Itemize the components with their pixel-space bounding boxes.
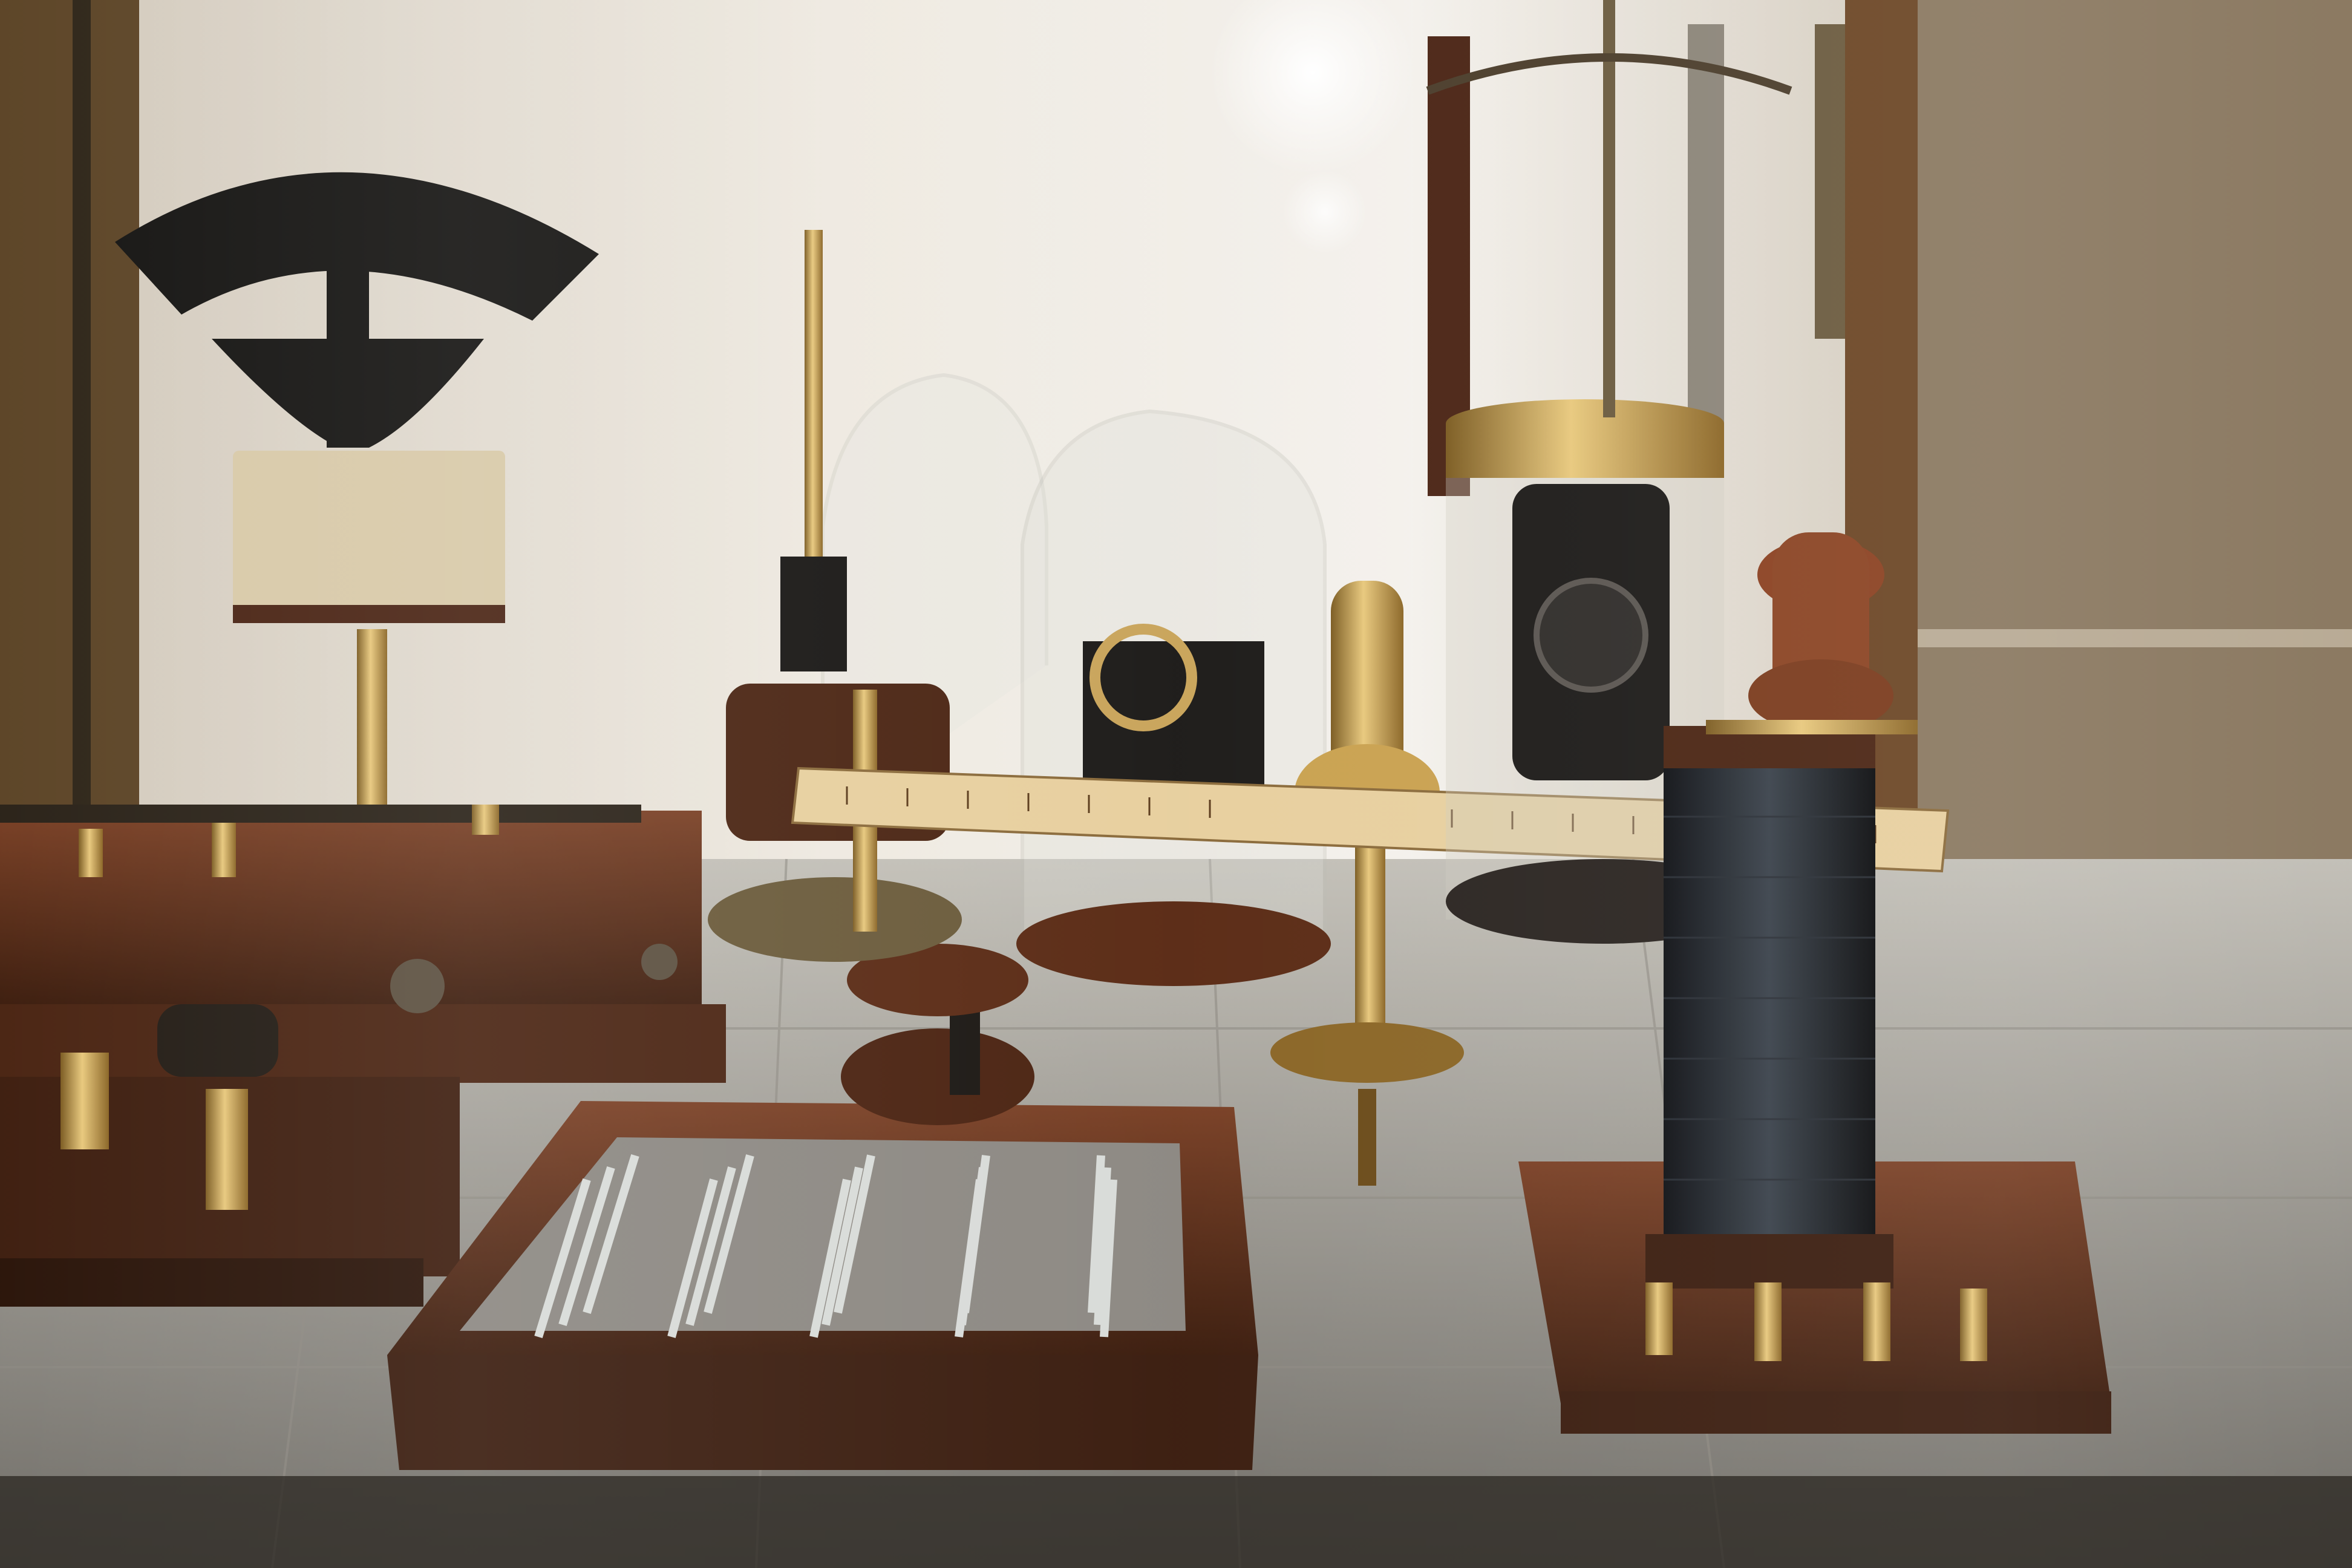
glass-front-edge [0,1476,2352,1568]
light-glare-small [1282,169,1367,254]
